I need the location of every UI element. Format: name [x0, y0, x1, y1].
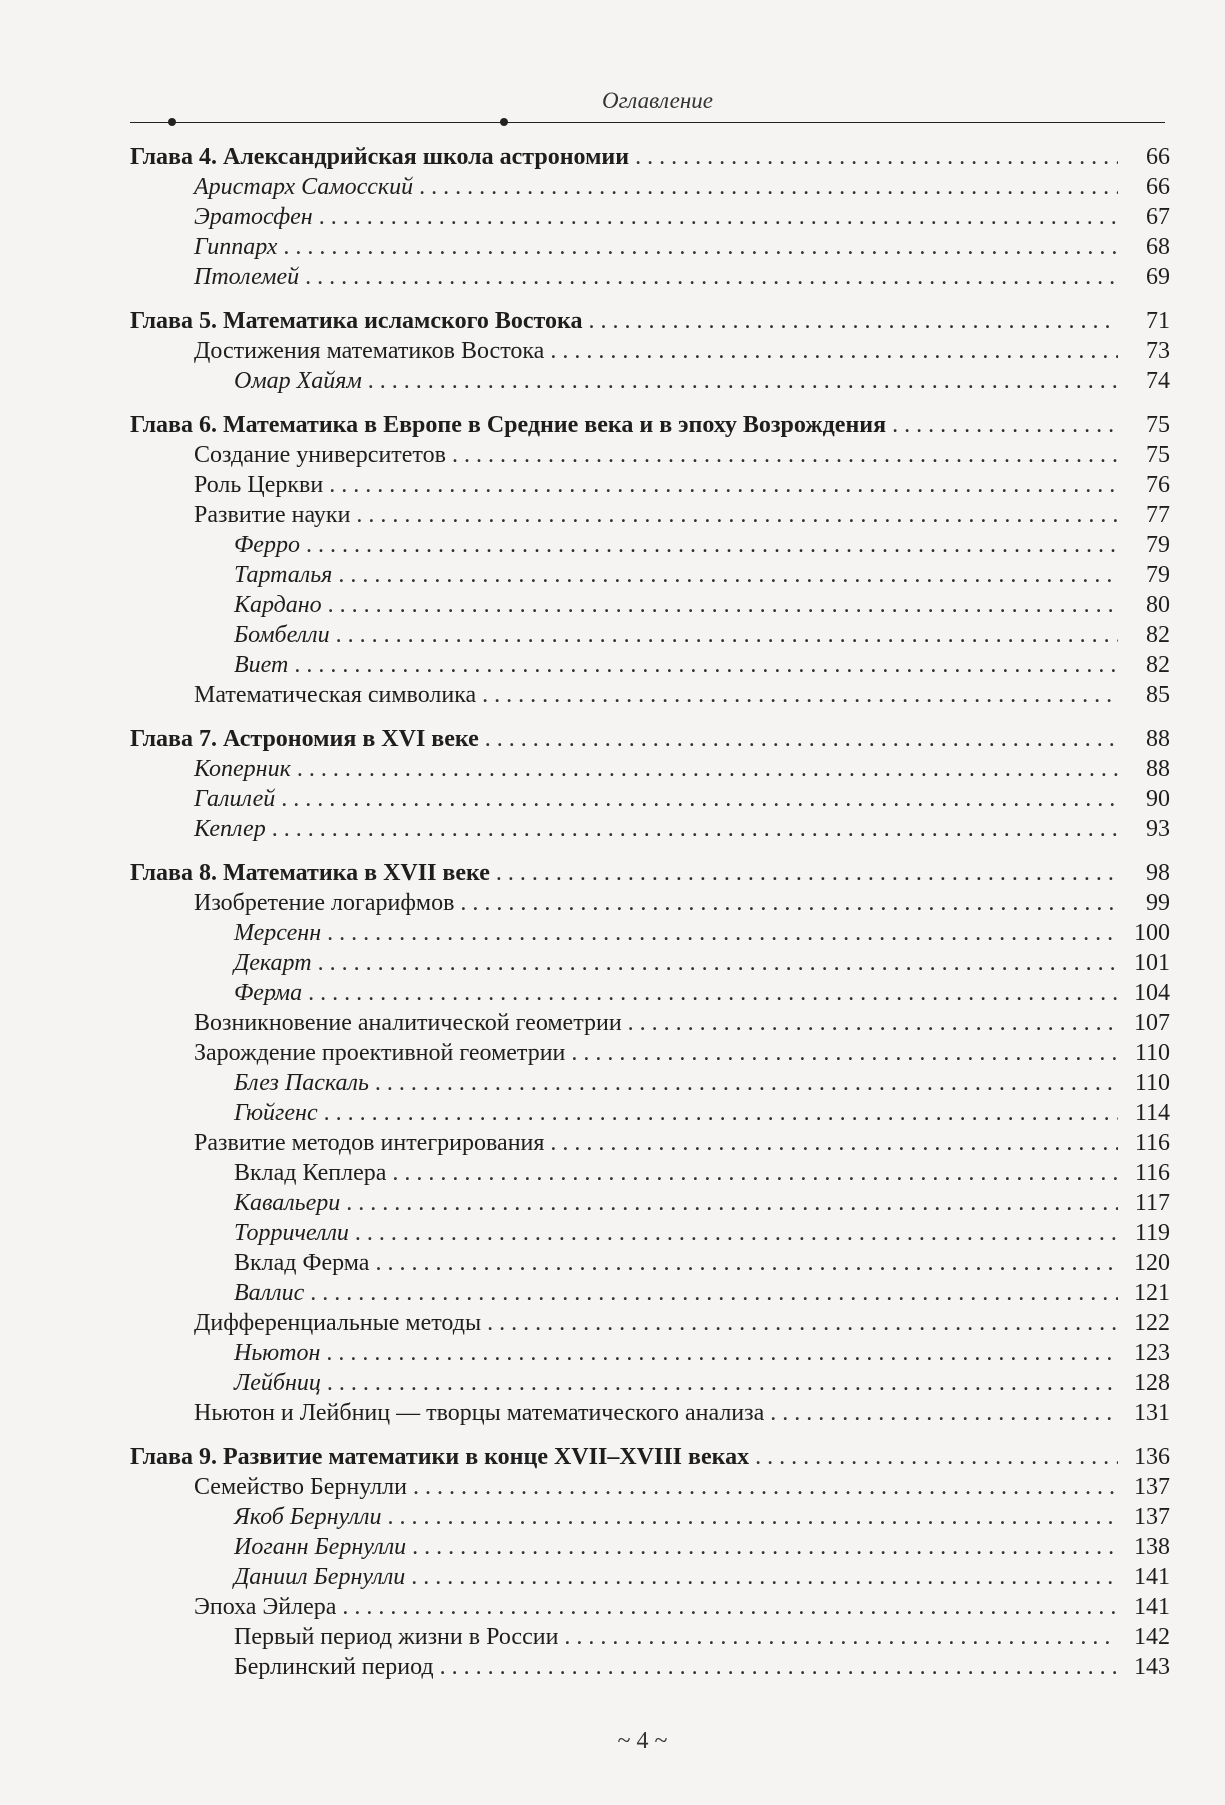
- toc-entry-title: Ньютон: [234, 1340, 321, 1366]
- toc-page-number: 74: [1146, 368, 1170, 394]
- dot-leader: [496, 858, 1118, 888]
- toc-page-number: 75: [1146, 412, 1170, 438]
- toc-page-number: 104: [1134, 980, 1170, 1006]
- toc-page-number: 100: [1134, 920, 1170, 946]
- toc-entry: [130, 620, 1170, 650]
- toc-page-number: 123: [1134, 1340, 1170, 1366]
- toc-page-number: 117: [1134, 1190, 1170, 1216]
- dot-leader: [310, 1278, 1118, 1308]
- dot-leader: [305, 262, 1118, 292]
- toc-page-number: 110: [1134, 1040, 1170, 1066]
- toc-entry-title: Вклад Ферма: [234, 1250, 370, 1276]
- dot-leader: [375, 1068, 1118, 1098]
- toc-entry-title: Глава 4. Александрийская школа астрономии: [130, 144, 630, 170]
- dot-leader: [368, 366, 1118, 396]
- toc-entry-title: Ферро: [234, 532, 300, 558]
- toc-entry: [130, 1562, 1170, 1592]
- dot-leader: [588, 306, 1118, 336]
- toc-page-number: 98: [1146, 860, 1170, 886]
- toc-entry: [130, 1128, 1170, 1158]
- toc-page-number: 143: [1134, 1654, 1170, 1680]
- toc-page-number: 76: [1146, 472, 1170, 498]
- toc-page-number: 77: [1146, 502, 1170, 528]
- toc-entry-title: Кавальери: [234, 1190, 341, 1216]
- toc-entry: [130, 784, 1170, 814]
- dot-leader: [281, 784, 1118, 814]
- toc-entry: [130, 1502, 1170, 1532]
- dot-leader: [628, 1008, 1118, 1038]
- toc-page-number: 79: [1146, 562, 1170, 588]
- toc-entry: [130, 232, 1170, 262]
- dot-leader: [336, 620, 1118, 650]
- rule-ornament-dot: [168, 118, 176, 126]
- toc-page-number: 69: [1146, 264, 1170, 290]
- toc-page-number: 136: [1134, 1444, 1170, 1470]
- toc-entry-title: Птолемей: [194, 264, 300, 290]
- toc-entry-title: Бомбелли: [234, 622, 330, 648]
- toc-page-number: 121: [1134, 1280, 1170, 1306]
- toc-page-number: 142: [1134, 1624, 1170, 1650]
- toc-entry: [130, 978, 1170, 1008]
- toc-entry: [130, 590, 1170, 620]
- toc-entry-title: Аристарх Самосский: [194, 174, 414, 200]
- toc-page-number: 141: [1134, 1564, 1170, 1590]
- toc-entry-title: Гюйгенс: [234, 1100, 318, 1126]
- dot-leader: [550, 336, 1118, 366]
- dot-leader: [485, 724, 1118, 754]
- table-of-contents: [130, 142, 1170, 1682]
- toc-entry: [130, 754, 1170, 784]
- toc-page-number: 66: [1146, 144, 1170, 170]
- toc-entry: [130, 202, 1170, 232]
- toc-page-number: 114: [1134, 1100, 1170, 1126]
- toc-chapter: [130, 724, 1170, 754]
- toc-entry-title: Возникновение аналитической геометрии: [194, 1010, 622, 1036]
- toc-page-number: 73: [1146, 338, 1170, 364]
- toc-entry-title: Изобретение логарифмов: [194, 890, 455, 916]
- toc-entry: [130, 1622, 1170, 1652]
- dot-leader: [770, 1398, 1118, 1428]
- toc-chapter: [130, 142, 1170, 172]
- toc-page-number: 90: [1146, 786, 1170, 812]
- toc-page-number: 88: [1146, 756, 1170, 782]
- toc-entry-title: Математическая символика: [194, 682, 477, 708]
- toc-entry: [130, 948, 1170, 978]
- page-number: ~ 4 ~: [617, 1728, 668, 1754]
- dot-leader: [411, 1562, 1118, 1592]
- toc-entry-title: Глава 8. Математика в XVII веке: [130, 860, 490, 886]
- dot-leader: [755, 1442, 1118, 1472]
- dot-leader: [324, 1098, 1118, 1128]
- toc-page-number: 110: [1134, 1070, 1170, 1096]
- running-head: Оглавление: [601, 88, 713, 113]
- toc-page-number: 120: [1134, 1250, 1170, 1276]
- dot-leader: [338, 560, 1118, 590]
- dot-leader: [306, 530, 1118, 560]
- toc-page-number: 75: [1146, 442, 1170, 468]
- toc-entry: [130, 814, 1170, 844]
- toc-entry-title: Ньютон и Лейбниц — творцы математического анализа: [194, 1400, 765, 1426]
- toc-chapter: [130, 410, 1170, 440]
- toc-entry: [130, 262, 1170, 292]
- toc-entry: [130, 918, 1170, 948]
- dot-leader: [482, 680, 1118, 710]
- toc-entry: [130, 1188, 1170, 1218]
- dot-leader: [329, 470, 1118, 500]
- toc-entry-title: Гиппарх: [194, 234, 278, 260]
- toc-entry-title: Достижения математиков Востока: [194, 338, 545, 364]
- dot-leader: [297, 754, 1118, 784]
- toc-page-number: 141: [1134, 1594, 1170, 1620]
- toc-entry-title: Блез Паскаль: [234, 1070, 369, 1096]
- toc-entry-title: Глава 7. Астрономия в XVI веке: [130, 726, 479, 752]
- toc-entry: [130, 530, 1170, 560]
- toc-entry: [130, 500, 1170, 530]
- dot-leader: [892, 410, 1118, 440]
- toc-entry: [130, 172, 1170, 202]
- toc-entry-title: Виет: [234, 652, 289, 678]
- toc-entry-title: Эпоха Эйлера: [194, 1594, 337, 1620]
- dot-leader: [440, 1652, 1118, 1682]
- dot-leader: [283, 232, 1118, 262]
- toc-entry-title: Развитие науки: [194, 502, 351, 528]
- toc-entry-title: Омар Хайям: [234, 368, 362, 394]
- toc-entry-title: Зарождение проективной геометрии: [194, 1040, 566, 1066]
- toc-entry-title: Тарталья: [234, 562, 333, 588]
- toc-entry-title: Эратосфен: [194, 204, 313, 230]
- dot-leader: [328, 590, 1118, 620]
- toc-entry: [130, 1652, 1170, 1682]
- toc-page-number: 137: [1134, 1474, 1170, 1500]
- toc-page-number: 93: [1146, 816, 1170, 842]
- toc-entry-title: Семейство Бернулли: [194, 1474, 407, 1500]
- toc-entry: [130, 1038, 1170, 1068]
- toc-page-number: 138: [1134, 1534, 1170, 1560]
- toc-entry: [130, 1248, 1170, 1278]
- toc-entry: [130, 336, 1170, 366]
- toc-page-number: 66: [1146, 174, 1170, 200]
- toc-entry-title: Глава 5. Математика исламского Востока: [130, 308, 583, 334]
- toc-entry-title: Развитие методов интегрирования: [194, 1130, 545, 1156]
- dot-leader: [412, 1532, 1118, 1562]
- toc-entry-title: Коперник: [194, 756, 291, 782]
- toc-page-number: 137: [1134, 1504, 1170, 1530]
- toc-page-number: 128: [1134, 1370, 1170, 1396]
- toc-entry-title: Кардано: [234, 592, 322, 618]
- dot-leader: [326, 1338, 1118, 1368]
- dot-leader: [452, 440, 1118, 470]
- toc-entry-title: Галилей: [194, 786, 276, 812]
- toc-entry: [130, 1398, 1170, 1428]
- dot-leader: [319, 202, 1118, 232]
- dot-leader: [392, 1158, 1118, 1188]
- toc-entry: [130, 1218, 1170, 1248]
- dot-leader: [355, 1218, 1118, 1248]
- toc-entry: [130, 1278, 1170, 1308]
- toc-entry-title: Валлис: [234, 1280, 305, 1306]
- dot-leader: [388, 1502, 1119, 1532]
- toc-entry-title: Берлинский период: [234, 1654, 434, 1680]
- toc-entry: [130, 1472, 1170, 1502]
- toc-entry-title: Торричелли: [234, 1220, 349, 1246]
- toc-entry: [130, 440, 1170, 470]
- toc-page-number: 67: [1146, 204, 1170, 230]
- dot-leader: [342, 1592, 1118, 1622]
- toc-entry-title: Якоб Бернулли: [234, 1504, 382, 1530]
- dot-leader: [346, 1188, 1118, 1218]
- toc-entry: [130, 1158, 1170, 1188]
- dot-leader: [294, 650, 1118, 680]
- toc-entry: [130, 1532, 1170, 1562]
- toc-entry: [130, 560, 1170, 590]
- toc-entry: [130, 470, 1170, 500]
- toc-entry: [130, 1338, 1170, 1368]
- toc-entry: [130, 888, 1170, 918]
- toc-entry-title: Мерсенн: [234, 920, 322, 946]
- toc-page-number: 107: [1134, 1010, 1170, 1036]
- toc-page-number: 101: [1134, 950, 1170, 976]
- dot-leader: [413, 1472, 1118, 1502]
- toc-entry: [130, 1308, 1170, 1338]
- dot-leader: [375, 1248, 1118, 1278]
- toc-entry-title: Первый период жизни в России: [234, 1624, 559, 1650]
- toc-entry: [130, 1368, 1170, 1398]
- toc-page-number: 131: [1134, 1400, 1170, 1426]
- toc-chapter: [130, 858, 1170, 888]
- dot-leader: [550, 1128, 1118, 1158]
- toc-page-number: 82: [1146, 622, 1170, 648]
- dot-leader: [460, 888, 1118, 918]
- toc-page-number: 85: [1146, 682, 1170, 708]
- toc-entry: [130, 650, 1170, 680]
- dot-leader: [272, 814, 1118, 844]
- toc-chapter: [130, 1442, 1170, 1472]
- toc-entry: [130, 680, 1170, 710]
- toc-entry: [130, 366, 1170, 396]
- toc-entry-title: Декарт: [234, 950, 312, 976]
- toc-entry: [130, 1592, 1170, 1622]
- toc-entry-title: Ферма: [234, 980, 303, 1006]
- toc-entry-title: Глава 6. Математика в Европе в Средние века и в эпоху Возрождения: [130, 412, 887, 438]
- toc-page-number: 80: [1146, 592, 1170, 618]
- header-rule: [130, 122, 1165, 123]
- toc-page-number: 119: [1134, 1220, 1170, 1246]
- toc-entry-title: Кеплер: [194, 816, 266, 842]
- toc-page-number: 71: [1146, 308, 1170, 334]
- dot-leader: [308, 978, 1118, 1008]
- dot-leader: [564, 1622, 1118, 1652]
- toc-entry-title: Иоганн Бернулли: [234, 1534, 407, 1560]
- toc-entry: [130, 1008, 1170, 1038]
- rule-ornament-dot: [500, 118, 508, 126]
- dot-leader: [356, 500, 1118, 530]
- dot-leader: [419, 172, 1118, 202]
- toc-page-number: 88: [1146, 726, 1170, 752]
- toc-page-number: 99: [1146, 890, 1170, 916]
- toc-page-number: 122: [1134, 1310, 1170, 1336]
- toc-entry-title: Глава 9. Развитие математики в конце XVII–XVIII веках: [130, 1444, 750, 1470]
- toc-chapter: [130, 306, 1170, 336]
- toc-entry-title: Дифференциальные методы: [194, 1310, 482, 1336]
- toc-entry-title: Создание университетов: [194, 442, 446, 468]
- dot-leader: [487, 1308, 1118, 1338]
- toc-entry-title: Вклад Кеплера: [234, 1160, 387, 1186]
- toc-page-number: 79: [1146, 532, 1170, 558]
- toc-entry: [130, 1098, 1170, 1128]
- toc-entry-title: Лейбниц: [234, 1370, 321, 1396]
- toc-page-number: 116: [1134, 1160, 1170, 1186]
- dot-leader: [635, 142, 1118, 172]
- toc-entry-title: Роль Церкви: [194, 472, 324, 498]
- dot-leader: [327, 1368, 1118, 1398]
- toc-page-number: 116: [1134, 1130, 1170, 1156]
- dot-leader: [571, 1038, 1118, 1068]
- toc-page-number: 68: [1146, 234, 1170, 260]
- toc-page-number: 82: [1146, 652, 1170, 678]
- dot-leader: [318, 948, 1118, 978]
- dot-leader: [327, 918, 1118, 948]
- toc-entry: [130, 1068, 1170, 1098]
- toc-entry-title: Даниил Бернулли: [234, 1564, 406, 1590]
